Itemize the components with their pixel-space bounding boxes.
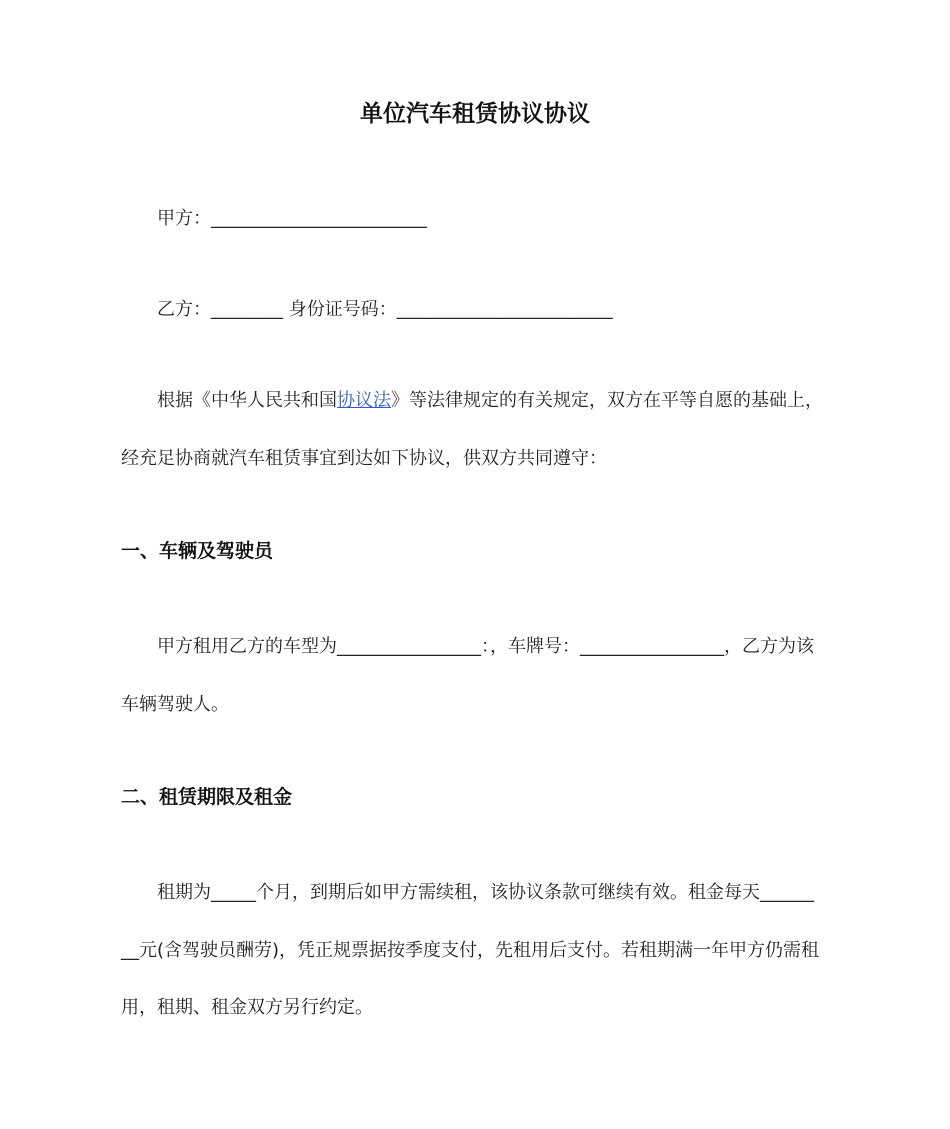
section1-heading: 一、车辆及驾驶员 [121,540,274,562]
section1-line2: 车辆驾驶人。 [121,694,229,715]
document-title: 单位汽车租赁协议协议 [360,101,590,127]
section2-heading: 二、租赁期限及租金 [121,786,293,808]
intro-paragraph-line1 [157,389,831,413]
party-b-line: 乙方：________ 身份证号码：________________________ [157,299,613,320]
contract-law-link[interactable]: 协议法 [337,390,391,411]
section1-line1: 甲方租用乙方的车型为________________：，车牌号：________________，乙方为该 [157,636,814,657]
intro-paragraph-line2: 经充足协商就汽车租赁事宜到达如下协议，供双方共同遵守： [121,448,607,469]
intro-text-post: 》等法律规定的有关规定，双方在平等自愿的基础上， [391,390,823,411]
party-a-line: 甲方：________________________ [157,208,427,229]
section2-line2: __元(含驾驶员酬劳)，凭正规票据按季度支付，先租用后支付。若租期满一年甲方仍需租 [121,940,820,961]
section2-line1: 租期为_____个月，到期后如甲方需续租，该协议条款可继续有效。租金每天______ [157,882,814,903]
section2-line3: 用，租期、租金双方另行约定。 [121,997,373,1018]
intro-text-pre: 根据《中华人民共和国 [157,390,337,411]
